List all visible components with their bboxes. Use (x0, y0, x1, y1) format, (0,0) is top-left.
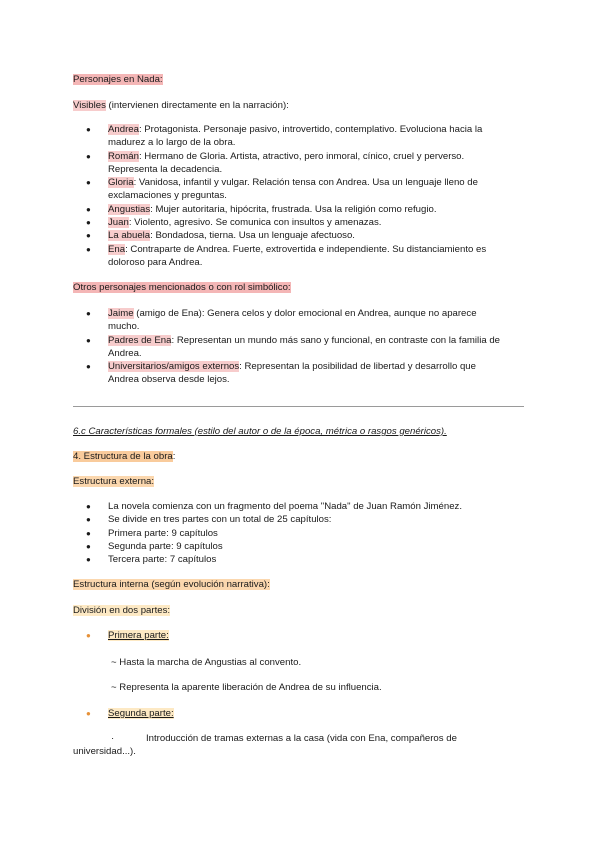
bullet-icon: ● (86, 709, 91, 718)
bullet-icon: ● (86, 528, 91, 538)
list-item: ● Andrea: Protagonista. Personaje pasivo, introvertido, contemplativo. Evoluciona hacia la madurez a lo largo de la obra. (86, 124, 483, 149)
list-item: ● Segunda parte: (86, 708, 174, 719)
bullet-icon: ● (86, 218, 91, 228)
interna-title: Estructura interna (según evolución narrativa): (73, 579, 270, 590)
otros-list (86, 307, 526, 387)
list-item: ● Gloria: Vanidosa, infantil y vulgar. Relación tensa con Andrea. Usa un lenguaje lleno de exclamaciones y preguntas. (86, 177, 478, 202)
segunda-bullet: · (111, 733, 115, 744)
externa-title: Estructura externa: (73, 476, 155, 487)
list-item: ● Román: Hermano de Gloria. Artista, atractivo, pero inmoral, cínico, cruel y perverso. Representa la decadencia. (86, 150, 465, 175)
list-item: ● La novela comienza con un fragmento del poema "Nada" de Juan Ramón Jiménez. (86, 501, 462, 512)
division-title: División en dos partes: (73, 605, 171, 616)
list-item: ● Se divide en tres partes con un total de 25 capítulos: (86, 514, 332, 526)
list-item: ● La abuela: Bondadosa, tierna. Usa un lenguaje afectuoso. (86, 230, 355, 242)
visibles-list (86, 123, 526, 269)
bullet-icon: ● (86, 502, 91, 511)
heading-caracteristicas: 6.c Características formales (estilo del autor o de la época, métrica o rasgos genéricos). (73, 426, 447, 437)
list-item: ● Ena: Contraparte de Andrea. Fuerte, extrovertida e independiente. Su distanciamiento es doloroso para Andrea. (86, 243, 487, 268)
bullet-icon: ● (86, 178, 91, 188)
list-item: ● Universitarios/amigos externos: Representan la posibilidad de libertad y desarrollo que Andrea observa desde lejos. (86, 361, 476, 386)
horizontal-divider (73, 406, 524, 407)
visibles-rest: (intervienen directamente en la narración): (105, 100, 289, 111)
bullet-icon: ● (86, 541, 91, 551)
otros-title: Otros personajes mencionados o con rol simbólico: (73, 282, 291, 293)
list-item: ● Jaime (amigo de Ena): Genera celos y dolor emocional en Andrea, aunque no aparece mucho. (86, 308, 477, 333)
visibles-paragraph (73, 99, 289, 112)
segunda-list (86, 707, 526, 720)
primera-list (86, 629, 526, 642)
bullet-icon: ● (86, 555, 91, 565)
bullet-icon: ● (86, 631, 91, 640)
bullet-icon: ● (86, 151, 91, 161)
estructura-title: 4. Estructura de la obra: (73, 451, 176, 462)
list-item: ● Primera parte: 9 capítulos (86, 527, 218, 539)
externa-list (86, 500, 526, 566)
list-item: ● Primera parte: (86, 630, 169, 641)
bullet-icon: ● (86, 309, 91, 318)
primera-line-2: ~ Representa la aparente liberación de Andrea de su influencia. (111, 682, 382, 693)
list-item: ● Angustias: Mujer autoritaria, hipócrita, frustrada. Usa la religión como refugio. (86, 203, 437, 215)
segunda-line-2: universidad...). (73, 746, 136, 757)
list-item: ● Padres de Ena: Representan un mundo más sano y funcional, en contraste con la familia de Andrea. (86, 334, 500, 359)
bullet-icon: ● (86, 515, 91, 525)
bullet-icon: ● (86, 362, 91, 372)
bullet-icon: ● (86, 231, 91, 241)
primera-line-1: ~ Hasta la marcha de Angustias al convento. (111, 657, 302, 668)
bullet-icon: ● (86, 125, 91, 134)
list-item: ● Segunda parte: 9 capítulos (86, 540, 223, 552)
list-item: ● Tercera parte: 7 capítulos (86, 554, 217, 566)
section-title-personajes: Personajes en Nada: (73, 74, 163, 85)
bullet-icon: ● (86, 244, 91, 254)
bullet-icon: ● (86, 335, 91, 345)
segunda-line-1: Introducción de tramas externas a la casa (vida con Ena, compañeros de (146, 733, 457, 744)
list-item: ● Juan: Violento, agresivo. Se comunica con insultos y amenazas. (86, 217, 382, 229)
visibles-label: Visibles (73, 100, 106, 111)
bullet-icon: ● (86, 204, 91, 214)
